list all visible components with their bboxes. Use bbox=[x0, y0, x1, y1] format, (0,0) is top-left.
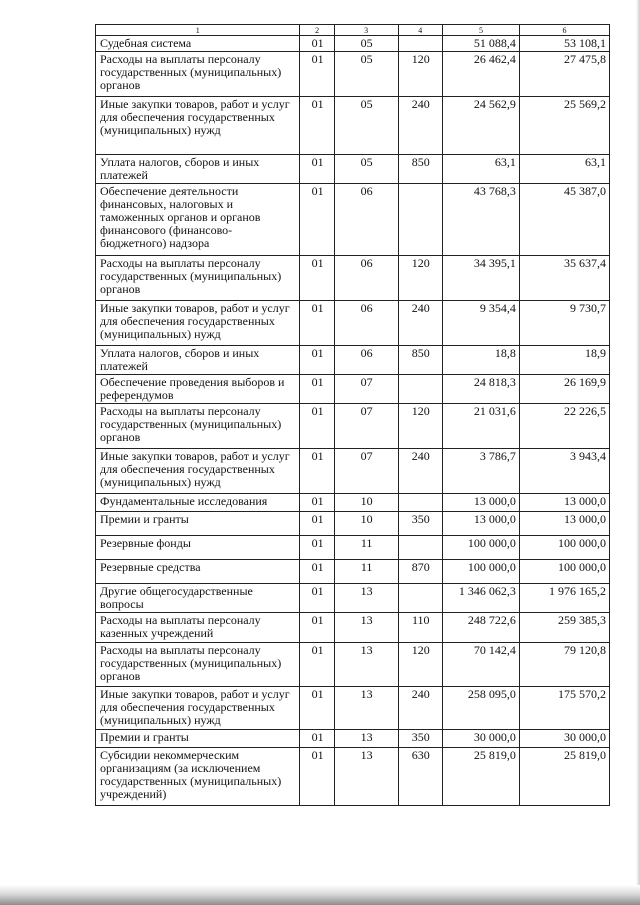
subsection-code: 05 bbox=[334, 52, 398, 97]
column-number-row bbox=[96, 25, 610, 36]
section-code: 01 bbox=[300, 449, 334, 494]
amount-year-2: 100 000,0 bbox=[519, 536, 609, 560]
row-name: Другие общегосударственные вопросы bbox=[96, 584, 300, 613]
amount-year-2: 53 108,1 bbox=[519, 36, 609, 52]
row-name: Расходы на выплаты персоналу государственных (муниципальных) органов bbox=[96, 256, 300, 301]
row-name: Обеспечение деятельности финансовых, налоговых и таможенных органов и органов финансового (финансово-бюджетного) надзора bbox=[96, 184, 300, 256]
section-code: 01 bbox=[300, 687, 334, 730]
section-code: 01 bbox=[300, 560, 334, 584]
table-row bbox=[96, 97, 610, 155]
subsection-code: 05 bbox=[334, 155, 398, 184]
amount-year-2: 35 637,4 bbox=[519, 256, 609, 301]
table-row bbox=[96, 494, 610, 512]
amount-year-1: 18,8 bbox=[443, 346, 520, 375]
row-name: Иные закупки товаров, работ и услуг для обеспечения государственных (муниципальных) нужд bbox=[96, 687, 300, 730]
expense-type-code: 850 bbox=[398, 155, 443, 184]
subsection-code: 06 bbox=[334, 256, 398, 301]
amount-year-1: 248 722,6 bbox=[443, 613, 520, 643]
amount-year-1: 63,1 bbox=[443, 155, 520, 184]
table-row bbox=[96, 512, 610, 536]
amount-year-1: 1 346 062,3 bbox=[443, 584, 520, 613]
section-code: 01 bbox=[300, 256, 334, 301]
amount-year-1: 43 768,3 bbox=[443, 184, 520, 256]
table-row bbox=[96, 687, 610, 730]
expense-type-code bbox=[398, 36, 443, 52]
subsection-code: 06 bbox=[334, 184, 398, 256]
row-name: Расходы на выплаты персоналу казенных учреждений bbox=[96, 613, 300, 643]
budget-table bbox=[95, 24, 610, 806]
row-name: Иные закупки товаров, работ и услуг для обеспечения государственных (муниципальных) нужд bbox=[96, 301, 300, 346]
row-name: Резервные средства bbox=[96, 560, 300, 584]
amount-year-2: 1 976 165,2 bbox=[519, 584, 609, 613]
expense-type-code bbox=[398, 375, 443, 404]
section-code: 01 bbox=[300, 301, 334, 346]
table-row bbox=[96, 256, 610, 301]
section-code: 01 bbox=[300, 404, 334, 449]
row-name: Расходы на выплаты персоналу государственных (муниципальных) органов bbox=[96, 52, 300, 97]
section-code: 01 bbox=[300, 512, 334, 536]
table-row bbox=[96, 748, 610, 806]
subsection-code: 06 bbox=[334, 346, 398, 375]
section-code: 01 bbox=[300, 52, 334, 97]
column-number: 4 bbox=[398, 25, 443, 36]
expense-type-code bbox=[398, 494, 443, 512]
amount-year-2: 30 000,0 bbox=[519, 730, 609, 748]
amount-year-2: 45 387,0 bbox=[519, 184, 609, 256]
amount-year-2: 9 730,7 bbox=[519, 301, 609, 346]
table-row bbox=[96, 449, 610, 494]
amount-year-2: 13 000,0 bbox=[519, 512, 609, 536]
section-code: 01 bbox=[300, 375, 334, 404]
subsection-code: 13 bbox=[334, 687, 398, 730]
row-name: Иные закупки товаров, работ и услуг для обеспечения государственных (муниципальных) нужд bbox=[96, 97, 300, 155]
expense-type-code: 850 bbox=[398, 346, 443, 375]
amount-year-1: 100 000,0 bbox=[443, 560, 520, 584]
amount-year-1: 24 818,3 bbox=[443, 375, 520, 404]
section-code: 01 bbox=[300, 748, 334, 806]
subsection-code: 13 bbox=[334, 643, 398, 687]
table-row bbox=[96, 52, 610, 97]
amount-year-2: 63,1 bbox=[519, 155, 609, 184]
column-number: 2 bbox=[300, 25, 334, 36]
amount-year-2: 3 943,4 bbox=[519, 449, 609, 494]
amount-year-1: 3 786,7 bbox=[443, 449, 520, 494]
table-row bbox=[96, 643, 610, 687]
amount-year-1: 13 000,0 bbox=[443, 512, 520, 536]
expense-type-code: 350 bbox=[398, 730, 443, 748]
expense-type-code: 350 bbox=[398, 512, 443, 536]
column-number: 6 bbox=[519, 25, 609, 36]
column-number: 1 bbox=[96, 25, 300, 36]
expense-type-code: 870 bbox=[398, 560, 443, 584]
section-code: 01 bbox=[300, 613, 334, 643]
subsection-code: 07 bbox=[334, 375, 398, 404]
amount-year-2: 259 385,3 bbox=[519, 613, 609, 643]
section-code: 01 bbox=[300, 346, 334, 375]
table-row bbox=[96, 730, 610, 748]
expense-type-code bbox=[398, 536, 443, 560]
expense-type-code: 120 bbox=[398, 404, 443, 449]
subsection-code: 06 bbox=[334, 301, 398, 346]
row-name: Судебная система bbox=[96, 36, 300, 52]
subsection-code: 13 bbox=[334, 730, 398, 748]
subsection-code: 13 bbox=[334, 748, 398, 806]
amount-year-1: 34 395,1 bbox=[443, 256, 520, 301]
amount-year-1: 25 819,0 bbox=[443, 748, 520, 806]
table-row bbox=[96, 36, 610, 52]
row-name: Иные закупки товаров, работ и услуг для обеспечения государственных (муниципальных) нужд bbox=[96, 449, 300, 494]
amount-year-1: 30 000,0 bbox=[443, 730, 520, 748]
subsection-code: 07 bbox=[334, 404, 398, 449]
subsection-code: 13 bbox=[334, 613, 398, 643]
amount-year-1: 70 142,4 bbox=[443, 643, 520, 687]
expense-type-code: 120 bbox=[398, 643, 443, 687]
table-row bbox=[96, 404, 610, 449]
subsection-code: 05 bbox=[334, 97, 398, 155]
section-code: 01 bbox=[300, 36, 334, 52]
section-code: 01 bbox=[300, 584, 334, 613]
expense-type-code: 240 bbox=[398, 97, 443, 155]
row-name: Премии и гранты bbox=[96, 512, 300, 536]
table-row bbox=[96, 536, 610, 560]
subsection-code: 10 bbox=[334, 512, 398, 536]
table-row bbox=[96, 560, 610, 584]
table-row bbox=[96, 346, 610, 375]
row-name: Расходы на выплаты персоналу государственных (муниципальных) органов bbox=[96, 643, 300, 687]
amount-year-2: 100 000,0 bbox=[519, 560, 609, 584]
expense-type-code: 240 bbox=[398, 301, 443, 346]
amount-year-2: 79 120,8 bbox=[519, 643, 609, 687]
expense-type-code: 120 bbox=[398, 52, 443, 97]
table-row bbox=[96, 375, 610, 404]
amount-year-2: 22 226,5 bbox=[519, 404, 609, 449]
scan-edge-right bbox=[636, 0, 640, 905]
row-name: Фундаментальные исследования bbox=[96, 494, 300, 512]
subsection-code: 05 bbox=[334, 36, 398, 52]
amount-year-2: 26 169,9 bbox=[519, 375, 609, 404]
amount-year-1: 21 031,6 bbox=[443, 404, 520, 449]
amount-year-2: 13 000,0 bbox=[519, 494, 609, 512]
section-code: 01 bbox=[300, 730, 334, 748]
amount-year-1: 13 000,0 bbox=[443, 494, 520, 512]
expense-type-code: 110 bbox=[398, 613, 443, 643]
section-code: 01 bbox=[300, 643, 334, 687]
amount-year-2: 25 569,2 bbox=[519, 97, 609, 155]
section-code: 01 bbox=[300, 536, 334, 560]
table-row bbox=[96, 184, 610, 256]
amount-year-1: 24 562,9 bbox=[443, 97, 520, 155]
amount-year-2: 175 570,2 bbox=[519, 687, 609, 730]
subsection-code: 10 bbox=[334, 494, 398, 512]
amount-year-1: 100 000,0 bbox=[443, 536, 520, 560]
table-row bbox=[96, 301, 610, 346]
amount-year-1: 258 095,0 bbox=[443, 687, 520, 730]
expense-type-code: 240 bbox=[398, 687, 443, 730]
table-row bbox=[96, 613, 610, 643]
row-name: Уплата налогов, сборов и иных платежей bbox=[96, 155, 300, 184]
amount-year-1: 9 354,4 bbox=[443, 301, 520, 346]
row-name: Расходы на выплаты персоналу государственных (муниципальных) органов bbox=[96, 404, 300, 449]
row-name: Уплата налогов, сборов и иных платежей bbox=[96, 346, 300, 375]
column-number: 5 bbox=[443, 25, 520, 36]
expense-type-code: 240 bbox=[398, 449, 443, 494]
section-code: 01 bbox=[300, 97, 334, 155]
section-code: 01 bbox=[300, 494, 334, 512]
row-name: Субсидии некоммерческим организациям (за исключением государственных (муниципальных) учреждений) bbox=[96, 748, 300, 806]
amount-year-2: 27 475,8 bbox=[519, 52, 609, 97]
row-name: Резервные фонды bbox=[96, 536, 300, 560]
subsection-code: 07 bbox=[334, 449, 398, 494]
subsection-code: 13 bbox=[334, 584, 398, 613]
table-row bbox=[96, 155, 610, 184]
scan-edge-bottom bbox=[0, 885, 640, 905]
expense-type-code bbox=[398, 184, 443, 256]
column-number: 3 bbox=[334, 25, 398, 36]
row-name: Премии и гранты bbox=[96, 730, 300, 748]
amount-year-2: 18,9 bbox=[519, 346, 609, 375]
section-code: 01 bbox=[300, 155, 334, 184]
subsection-code: 11 bbox=[334, 536, 398, 560]
expense-type-code: 630 bbox=[398, 748, 443, 806]
expense-type-code: 120 bbox=[398, 256, 443, 301]
expense-type-code bbox=[398, 584, 443, 613]
amount-year-2: 25 819,0 bbox=[519, 748, 609, 806]
amount-year-1: 26 462,4 bbox=[443, 52, 520, 97]
amount-year-1: 51 088,4 bbox=[443, 36, 520, 52]
row-name: Обеспечение проведения выборов и референдумов bbox=[96, 375, 300, 404]
table-row bbox=[96, 584, 610, 613]
subsection-code: 11 bbox=[334, 560, 398, 584]
section-code: 01 bbox=[300, 184, 334, 256]
